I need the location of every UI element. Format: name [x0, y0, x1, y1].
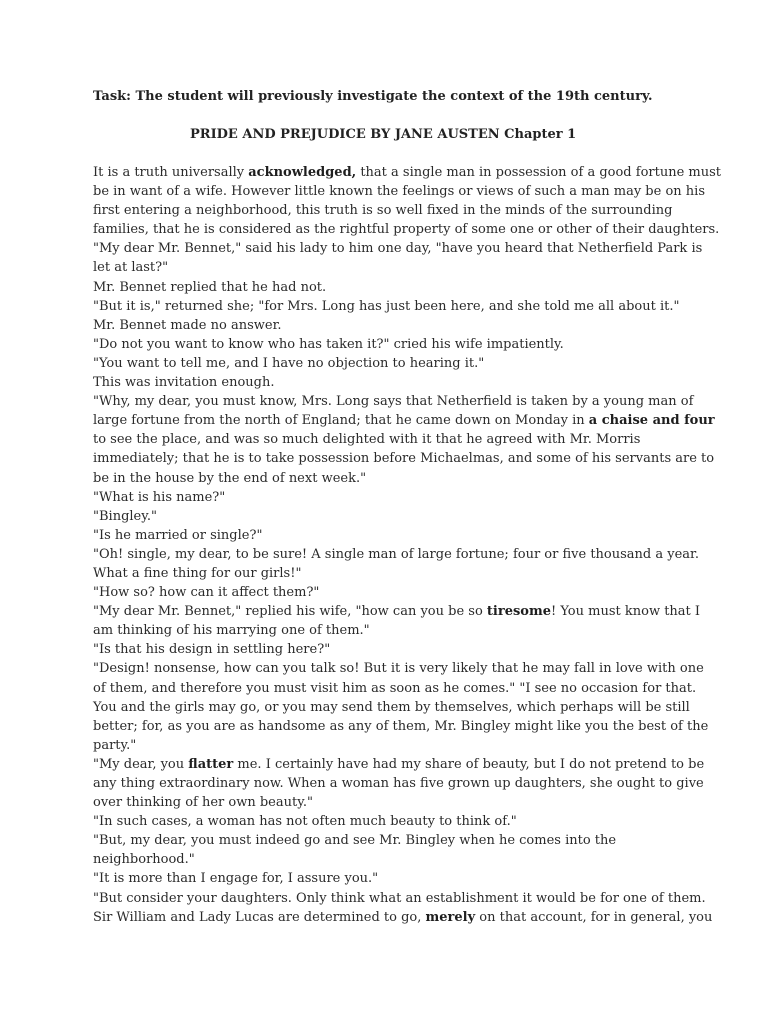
text-line	[93, 239, 703, 258]
text-segment: This was invitation enough.	[93, 375, 275, 391]
text-line	[93, 583, 689, 602]
text-segment: immediately; that he is to take possession before Michaelmas, and some of his servants are to	[93, 451, 715, 467]
text-line	[93, 774, 704, 793]
text-line	[93, 449, 715, 468]
text-line	[93, 488, 689, 507]
text-segment: "It is more than I engage for, I assure you."	[93, 871, 379, 887]
text-line	[93, 908, 713, 927]
text-segment: on that account, for in general, you	[475, 909, 713, 925]
text-segment: first entering a neighborhood, this truth is so well fixed in the minds of the surrounding	[93, 203, 673, 219]
text-segment: What a fine thing for our girls!"	[93, 565, 302, 581]
text-line	[93, 354, 689, 373]
text-line	[93, 220, 720, 239]
text-segment: better; for, as you are as handsome as any of them, Mr. Bingley might like you the best of the	[93, 718, 709, 734]
text-line	[93, 889, 706, 908]
text-segment: "What is his name?"	[93, 489, 226, 505]
text-line	[93, 469, 689, 488]
text-line	[93, 736, 689, 755]
text-line	[93, 602, 701, 621]
text-line	[93, 545, 699, 564]
text-segment: You and the girls may go, or you may send them by themselves, which perhaps will be still	[93, 699, 690, 715]
text-segment: of them, and therefore you must visit him as soon as he comes." "I see no occasion for that.	[93, 680, 697, 696]
text-segment: "My dear Mr. Bennet," said his lady to him one day, "have you heard that Netherfield Park is	[93, 241, 703, 257]
chapter-heading: PRIDE AND PREJUDICE BY JANE AUSTEN Chapter 1	[190, 127, 577, 142]
text-line	[93, 182, 705, 201]
text-segment: that a single man in possession of a good fortune must	[356, 165, 721, 180]
text-line	[93, 640, 689, 659]
text-line	[93, 850, 689, 869]
text-segment: "In such cases, a woman has not often much beauty to think of."	[93, 814, 517, 830]
text-segment: "Is he married or single?"	[93, 527, 263, 543]
task-statement: Task: The student will previously investigate the context of the 19th century.	[93, 89, 653, 104]
text-line	[93, 335, 689, 354]
text-line	[93, 526, 689, 545]
text-line	[93, 258, 689, 277]
text-segment: "Oh! single, my dear, to be sure! A single man of large fortune; four or five thousand a year.	[93, 546, 699, 562]
text-segment: Mr. Bennet made no answer.	[93, 317, 282, 333]
bold-term: merely	[425, 909, 476, 925]
text-segment: Mr. Bennet replied that he had not.	[93, 279, 327, 295]
text-line	[93, 201, 689, 220]
text-line	[93, 316, 689, 335]
text-line	[93, 564, 689, 583]
text-segment: be in the house by the end of next week."	[93, 470, 367, 486]
text-segment: "But it is," returned she; "for Mrs. Long has just been here, and she told me all about it."	[93, 298, 680, 314]
bold-term: flatter	[188, 756, 234, 772]
bold-term: tiresome	[486, 604, 551, 620]
text-line	[93, 621, 689, 640]
text-line	[93, 163, 721, 182]
bold-term: a chaise and four	[588, 413, 715, 429]
text-segment: "Bingley."	[93, 508, 157, 524]
text-segment: "You want to tell me, and I have no objection to hearing it."	[93, 355, 485, 371]
text-line	[93, 679, 697, 698]
text-line	[93, 812, 689, 831]
text-line	[93, 831, 689, 850]
text-segment: be in want of a wife. However little known the feelings or views of such a man may be on his	[93, 184, 705, 200]
text-segment: neighborhood."	[93, 852, 195, 868]
text-segment: Sir William and Lady Lucas are determined to go,	[93, 909, 426, 925]
text-line	[93, 869, 689, 888]
text-segment: "Is that his design in settling here?"	[93, 642, 331, 658]
text-segment: It is a truth universally	[93, 165, 249, 180]
text-segment: any thing extraordinary now. When a woman has five grown up daughters, she ought to give	[93, 776, 704, 791]
text-line	[93, 717, 709, 736]
text-line	[93, 278, 689, 297]
text-segment: let at last?"	[93, 260, 169, 276]
text-segment: large fortune from the north of England; that he came down on Monday in	[93, 413, 589, 429]
text-segment: "How so? how can it affect them?"	[93, 585, 320, 601]
text-segment: "But consider your daughters. Only think what an establishment it would be for one of them.	[93, 890, 706, 906]
text-segment: am thinking of his marrying one of them."	[93, 623, 370, 639]
text-segment: families, that he is considered as the rightful property of some one or other of their daughters.	[93, 222, 720, 238]
text-segment: to see the place, and was so much delighted with it that he agreed with Mr. Morris	[93, 432, 641, 448]
text-segment: "But, my dear, you must indeed go and see Mr. Bingley when he comes into the	[93, 833, 617, 849]
text-segment: ! You must know that I	[551, 604, 701, 620]
chapter-text	[93, 163, 721, 927]
text-segment: "Why, my dear, you must know, Mrs. Long says that Netherfield is taken by a young man of	[93, 394, 694, 410]
text-segment: over thinking of her own beauty."	[93, 795, 313, 811]
text-segment: "Do not you want to know who has taken it?" cried his wife impatiently.	[93, 336, 564, 352]
text-line	[93, 373, 689, 392]
text-line	[93, 755, 705, 774]
text-segment: me. I certainly have had my share of beauty, but I do not pretend to be	[233, 756, 705, 772]
text-line	[93, 411, 715, 430]
text-line	[93, 507, 689, 526]
text-line	[93, 392, 694, 411]
text-segment: "My dear, you	[93, 756, 189, 772]
text-line	[93, 793, 689, 812]
text-line	[93, 297, 689, 316]
text-line	[93, 698, 689, 717]
text-segment: "My dear Mr. Bennet," replied his wife, "how can you be so	[93, 604, 487, 620]
text-line	[93, 430, 689, 449]
text-segment: "Design! nonsense, how can you talk so! But it is very likely that he may fall in love with one	[93, 661, 704, 677]
bold-term: acknowledged,	[248, 165, 357, 180]
text-line	[93, 659, 704, 678]
text-segment: party."	[93, 737, 137, 753]
